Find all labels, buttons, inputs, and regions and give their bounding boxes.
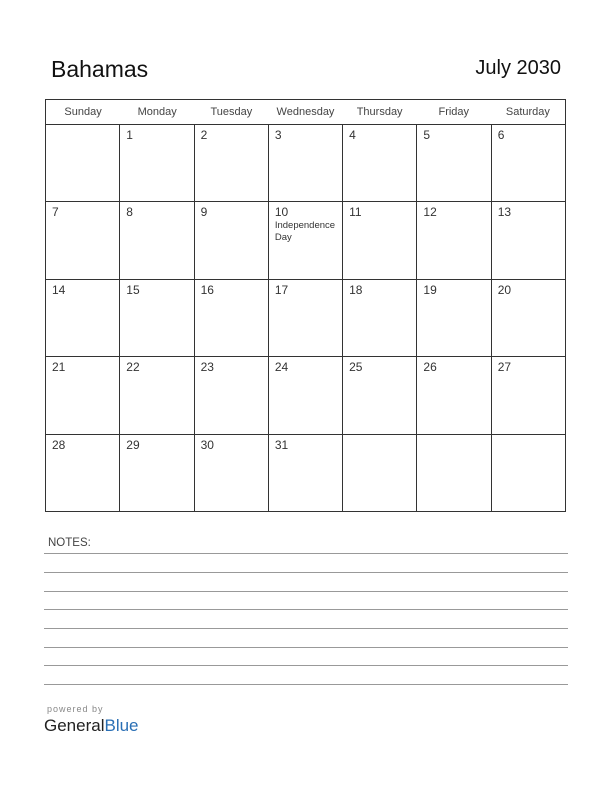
day-number: 16 — [200, 282, 214, 297]
note-line — [44, 684, 568, 685]
day-number: 30 — [200, 437, 214, 452]
weekday-header: Saturday — [505, 106, 550, 118]
day-cell — [492, 357, 565, 433]
note-line — [44, 553, 568, 554]
day-number: 3 — [274, 128, 282, 142]
day-cell — [195, 125, 269, 201]
country-title: Bahamas — [51, 56, 149, 82]
day-cell — [120, 280, 194, 356]
day-number: 2 — [200, 128, 208, 142]
day-cell — [417, 280, 491, 356]
day-number: 25 — [349, 360, 363, 375]
note-line — [44, 572, 568, 573]
day-number: 12 — [423, 205, 437, 220]
day-cell — [195, 280, 269, 356]
day-number: 9 — [200, 205, 208, 220]
notes-label: NOTES: — [48, 537, 91, 549]
weekday-header: Wednesday — [276, 106, 335, 118]
day-cell — [269, 125, 343, 201]
note-line — [44, 609, 568, 610]
weekday-header: Friday — [438, 106, 470, 118]
day-number: 13 — [497, 205, 512, 220]
day-cell — [120, 202, 194, 278]
day-number: 26 — [423, 360, 437, 375]
day-cell — [417, 357, 491, 433]
day-number: 20 — [497, 282, 512, 297]
day-cell — [46, 280, 120, 356]
holiday-label: Independence Day — [274, 220, 336, 243]
day-cell — [120, 435, 194, 512]
day-cell — [417, 125, 491, 201]
day-number: 4 — [349, 128, 356, 142]
week-row — [46, 357, 565, 434]
day-number: 10 — [274, 205, 289, 220]
day-cell — [492, 125, 565, 201]
weekday-header: Thursday — [356, 106, 403, 118]
day-cell — [343, 280, 417, 356]
day-cell — [492, 435, 565, 512]
week-row — [46, 125, 565, 202]
day-cell — [492, 280, 565, 356]
day-number: 24 — [274, 360, 289, 375]
day-cell — [343, 357, 417, 433]
brand-general: General — [44, 716, 105, 735]
weekday-header-row — [46, 100, 565, 125]
day-number: 14 — [52, 282, 66, 297]
day-cell — [492, 202, 565, 278]
day-number: 11 — [349, 205, 362, 220]
day-cell — [343, 435, 417, 512]
month-title: July 2030 — [475, 57, 561, 79]
day-number: 5 — [423, 128, 431, 142]
weekday-header: Sunday — [64, 106, 102, 118]
weekday-header: Monday — [137, 106, 177, 118]
day-number: 27 — [497, 360, 512, 375]
day-number: 21 — [52, 360, 66, 375]
day-cell — [46, 125, 120, 201]
note-line — [44, 591, 568, 592]
day-cell — [417, 435, 491, 512]
day-number: 17 — [274, 282, 289, 297]
day-number: 22 — [126, 360, 140, 375]
note-line — [44, 628, 568, 629]
day-cell — [343, 202, 417, 278]
day-number: 7 — [52, 205, 59, 220]
day-number: 1 — [126, 128, 133, 142]
week-row — [46, 435, 565, 512]
day-number: 6 — [497, 128, 505, 142]
day-number: 8 — [126, 205, 133, 220]
note-line — [44, 665, 568, 666]
day-cell — [269, 435, 343, 512]
day-number: 31 — [274, 437, 289, 452]
day-cell — [46, 202, 120, 278]
generalblue-logo — [44, 716, 139, 736]
day-number: 23 — [200, 360, 214, 375]
day-number: 18 — [349, 282, 363, 297]
day-cell — [417, 202, 491, 278]
day-cell — [46, 357, 120, 433]
day-cell — [195, 202, 269, 278]
day-cell — [46, 435, 120, 512]
note-line — [44, 647, 568, 648]
week-row — [46, 280, 565, 357]
day-cell — [269, 357, 343, 433]
day-cell — [269, 202, 343, 278]
day-number: 28 — [52, 437, 66, 452]
day-cell — [269, 280, 343, 356]
brand-blue: Blue — [104, 716, 139, 735]
day-cell — [343, 125, 417, 201]
day-number: 19 — [423, 282, 437, 297]
day-cell — [195, 357, 269, 433]
day-cell — [195, 435, 269, 512]
powered-by-text: powered by — [47, 704, 104, 714]
calendar-grid — [45, 99, 566, 512]
day-number: 15 — [126, 282, 140, 297]
day-cell — [120, 357, 194, 433]
day-number: 29 — [126, 437, 140, 452]
day-cell — [120, 125, 194, 201]
weekday-header: Tuesday — [210, 106, 253, 118]
week-row — [46, 202, 565, 279]
